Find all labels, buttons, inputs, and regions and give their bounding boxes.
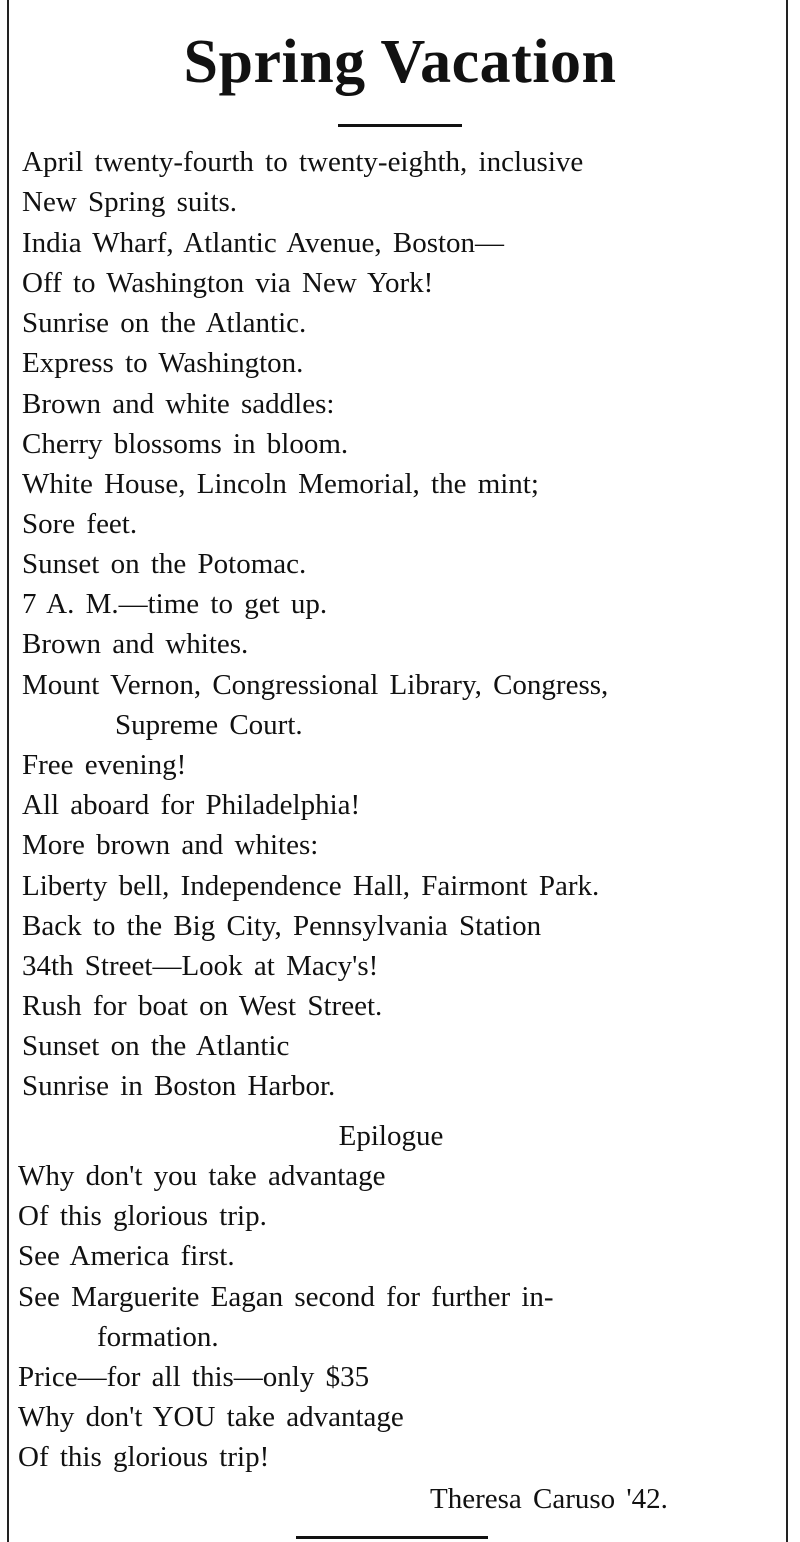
poem-line: Express to Washington. — [22, 347, 304, 379]
bottom-divider — [296, 1536, 488, 1539]
poem-line: Liberty bell, Independence Hall, Fairmont Park. — [22, 870, 600, 902]
poem-line: Sunset on the Atlantic — [22, 1030, 290, 1062]
poem-line: All aboard for Philadelphia! — [22, 789, 361, 821]
poem-line: Sunrise on the Atlantic. — [22, 307, 307, 339]
epilogue-line: Of this glorious trip. — [18, 1200, 267, 1232]
poem-line: Rush for boat on West Street. — [22, 990, 383, 1022]
epilogue-line: Price—for all this—only $35 — [18, 1361, 370, 1393]
poem-line: 7 A. M.—time to get up. — [22, 588, 328, 620]
poem-line: 34th Street—Look at Macy's! — [22, 950, 379, 982]
poem-line: White House, Lincoln Memorial, the mint; — [22, 468, 539, 500]
poem-line: Free evening! — [22, 749, 187, 781]
epilogue-line: Of this glorious trip! — [18, 1441, 270, 1473]
poem-line: Sore feet. — [22, 508, 138, 540]
poem-line: Brown and white saddles: — [22, 388, 335, 420]
author-signature: Theresa Caruso '42. — [430, 1483, 668, 1515]
epilogue-line: See America first. — [18, 1240, 235, 1272]
poem-line: Cherry blossoms in bloom. — [22, 428, 349, 460]
poem-line: Mount Vernon, Congressional Library, Congress, — [22, 669, 609, 701]
poem-line: New Spring suits. — [22, 186, 238, 218]
title-divider — [338, 124, 462, 127]
page-title: Spring Vacation — [183, 28, 617, 96]
poem-line: Off to Washington via New York! — [22, 267, 434, 299]
poem-line: More brown and whites: — [22, 829, 319, 861]
poem-line: Sunset on the Potomac. — [22, 548, 307, 580]
poem-line: India Wharf, Atlantic Avenue, Boston— — [22, 227, 505, 259]
epilogue-line: Why don't YOU take advantage — [18, 1401, 404, 1433]
left-column-rule — [7, 0, 9, 1542]
epilogue-line: See Marguerite Eagan second for further in- — [18, 1281, 554, 1313]
right-column-rule — [786, 0, 788, 1542]
epilogue-heading: Epilogue — [338, 1120, 444, 1152]
poem-line: Sunrise in Boston Harbor. — [22, 1070, 336, 1102]
poem-line: April twenty-fourth to twenty-eighth, inclusive — [22, 146, 584, 178]
poem-line-continuation: Supreme Court. — [115, 709, 303, 741]
epilogue-line-continuation: formation. — [97, 1321, 219, 1353]
poem-line: Brown and whites. — [22, 628, 249, 660]
poem-line: Back to the Big City, Pennsylvania Station — [22, 910, 542, 942]
epilogue-line: Why don't you take advantage — [18, 1160, 386, 1192]
